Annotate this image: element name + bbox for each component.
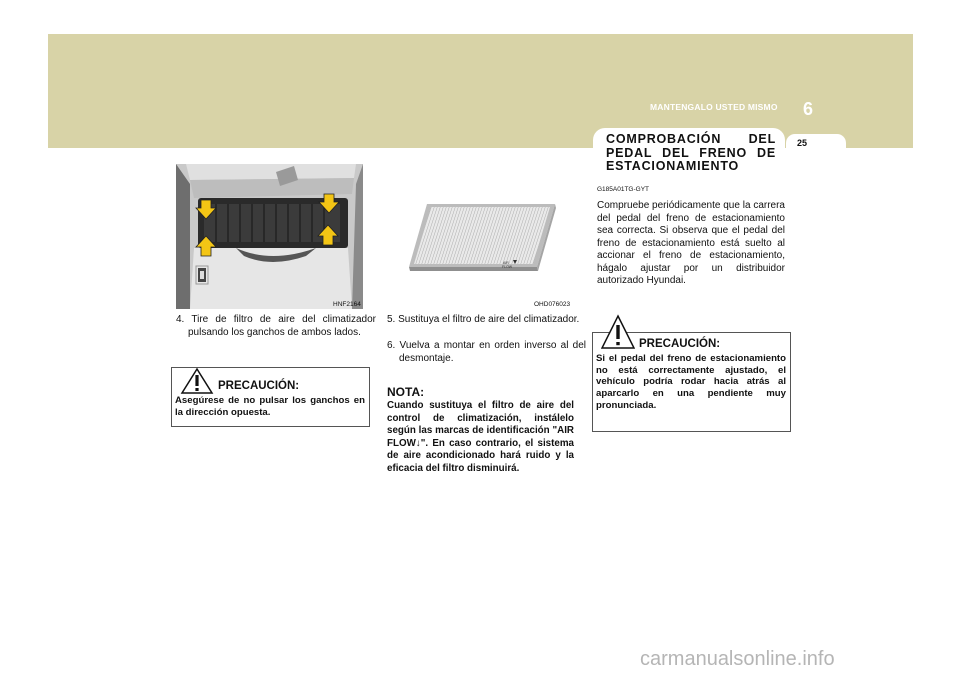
chapter-number: 6 — [802, 99, 813, 119]
caution-text-1: Asegúrese de no pulsar los ganchos en la dirección opuesta. — [175, 395, 365, 418]
chapter-label: MANTENGALO USTED MISMO — [650, 102, 778, 112]
caution-box-2 — [592, 332, 791, 432]
note-text: Cuando sustituya el filtro de aire del control de climatización, instálelo según las marcas de identificación "AIR FLOW↓". En caso contrario, el sistema de aire acondicionado hará ruido y la eficacia del filtro disminuirá. — [387, 400, 574, 474]
filter-air-label: AIR — [503, 261, 509, 265]
note-title: NOTA: — [387, 385, 425, 399]
filter-removal-photo — [176, 164, 363, 309]
warning-icon — [180, 367, 214, 395]
caution-text-2: Si el pedal del freno de estacionamiento no está correctamente ajustado, el vehículo podría rodar hacia atrás al aparcarlo en una pendiente muy pronunciada. — [596, 353, 786, 411]
warning-icon — [601, 314, 635, 350]
image-code-2: OHD076023 — [534, 301, 571, 308]
step-4: 4. Tire de filtro de aire del climatizador pulsando los ganchos de ambos lados. — [176, 314, 376, 338]
caution-title-2: PRECAUCIÓN: — [639, 338, 721, 350]
brake-paragraph: Compruebe periódicamente que la carrera del pedal del freno de estacionamiento sea correcta. Si observa que el pedal del freno de estacionamiento está suelto al accionar el freno de estacionamiento, hágalo ajustar por un distribuidor autorizado Hyundai. — [597, 200, 785, 286]
caution-title-1: PRECAUCIÓN: — [218, 380, 300, 392]
header-band — [48, 34, 913, 148]
filter-flow-label: FLOW — [502, 265, 513, 269]
section-code: G185A01TG-GYT — [597, 186, 650, 193]
step-5: 5. Sustituya el filtro de aire del climatizador. — [387, 314, 580, 325]
watermark: carmanualsonline.info — [640, 648, 835, 670]
air-filter-photo — [385, 164, 573, 309]
caution-box-1 — [171, 367, 370, 427]
step-6: 6. Vuelva a montar en orden inverso al del desmontaje. — [387, 340, 586, 364]
section-title: COMPROBACIÓN DEL PEDAL DEL FRENO DE ESTACIONAMIENTO — [606, 132, 776, 173]
image-code-1: HNF2164 — [333, 301, 361, 308]
page-number: 25 — [796, 138, 807, 148]
